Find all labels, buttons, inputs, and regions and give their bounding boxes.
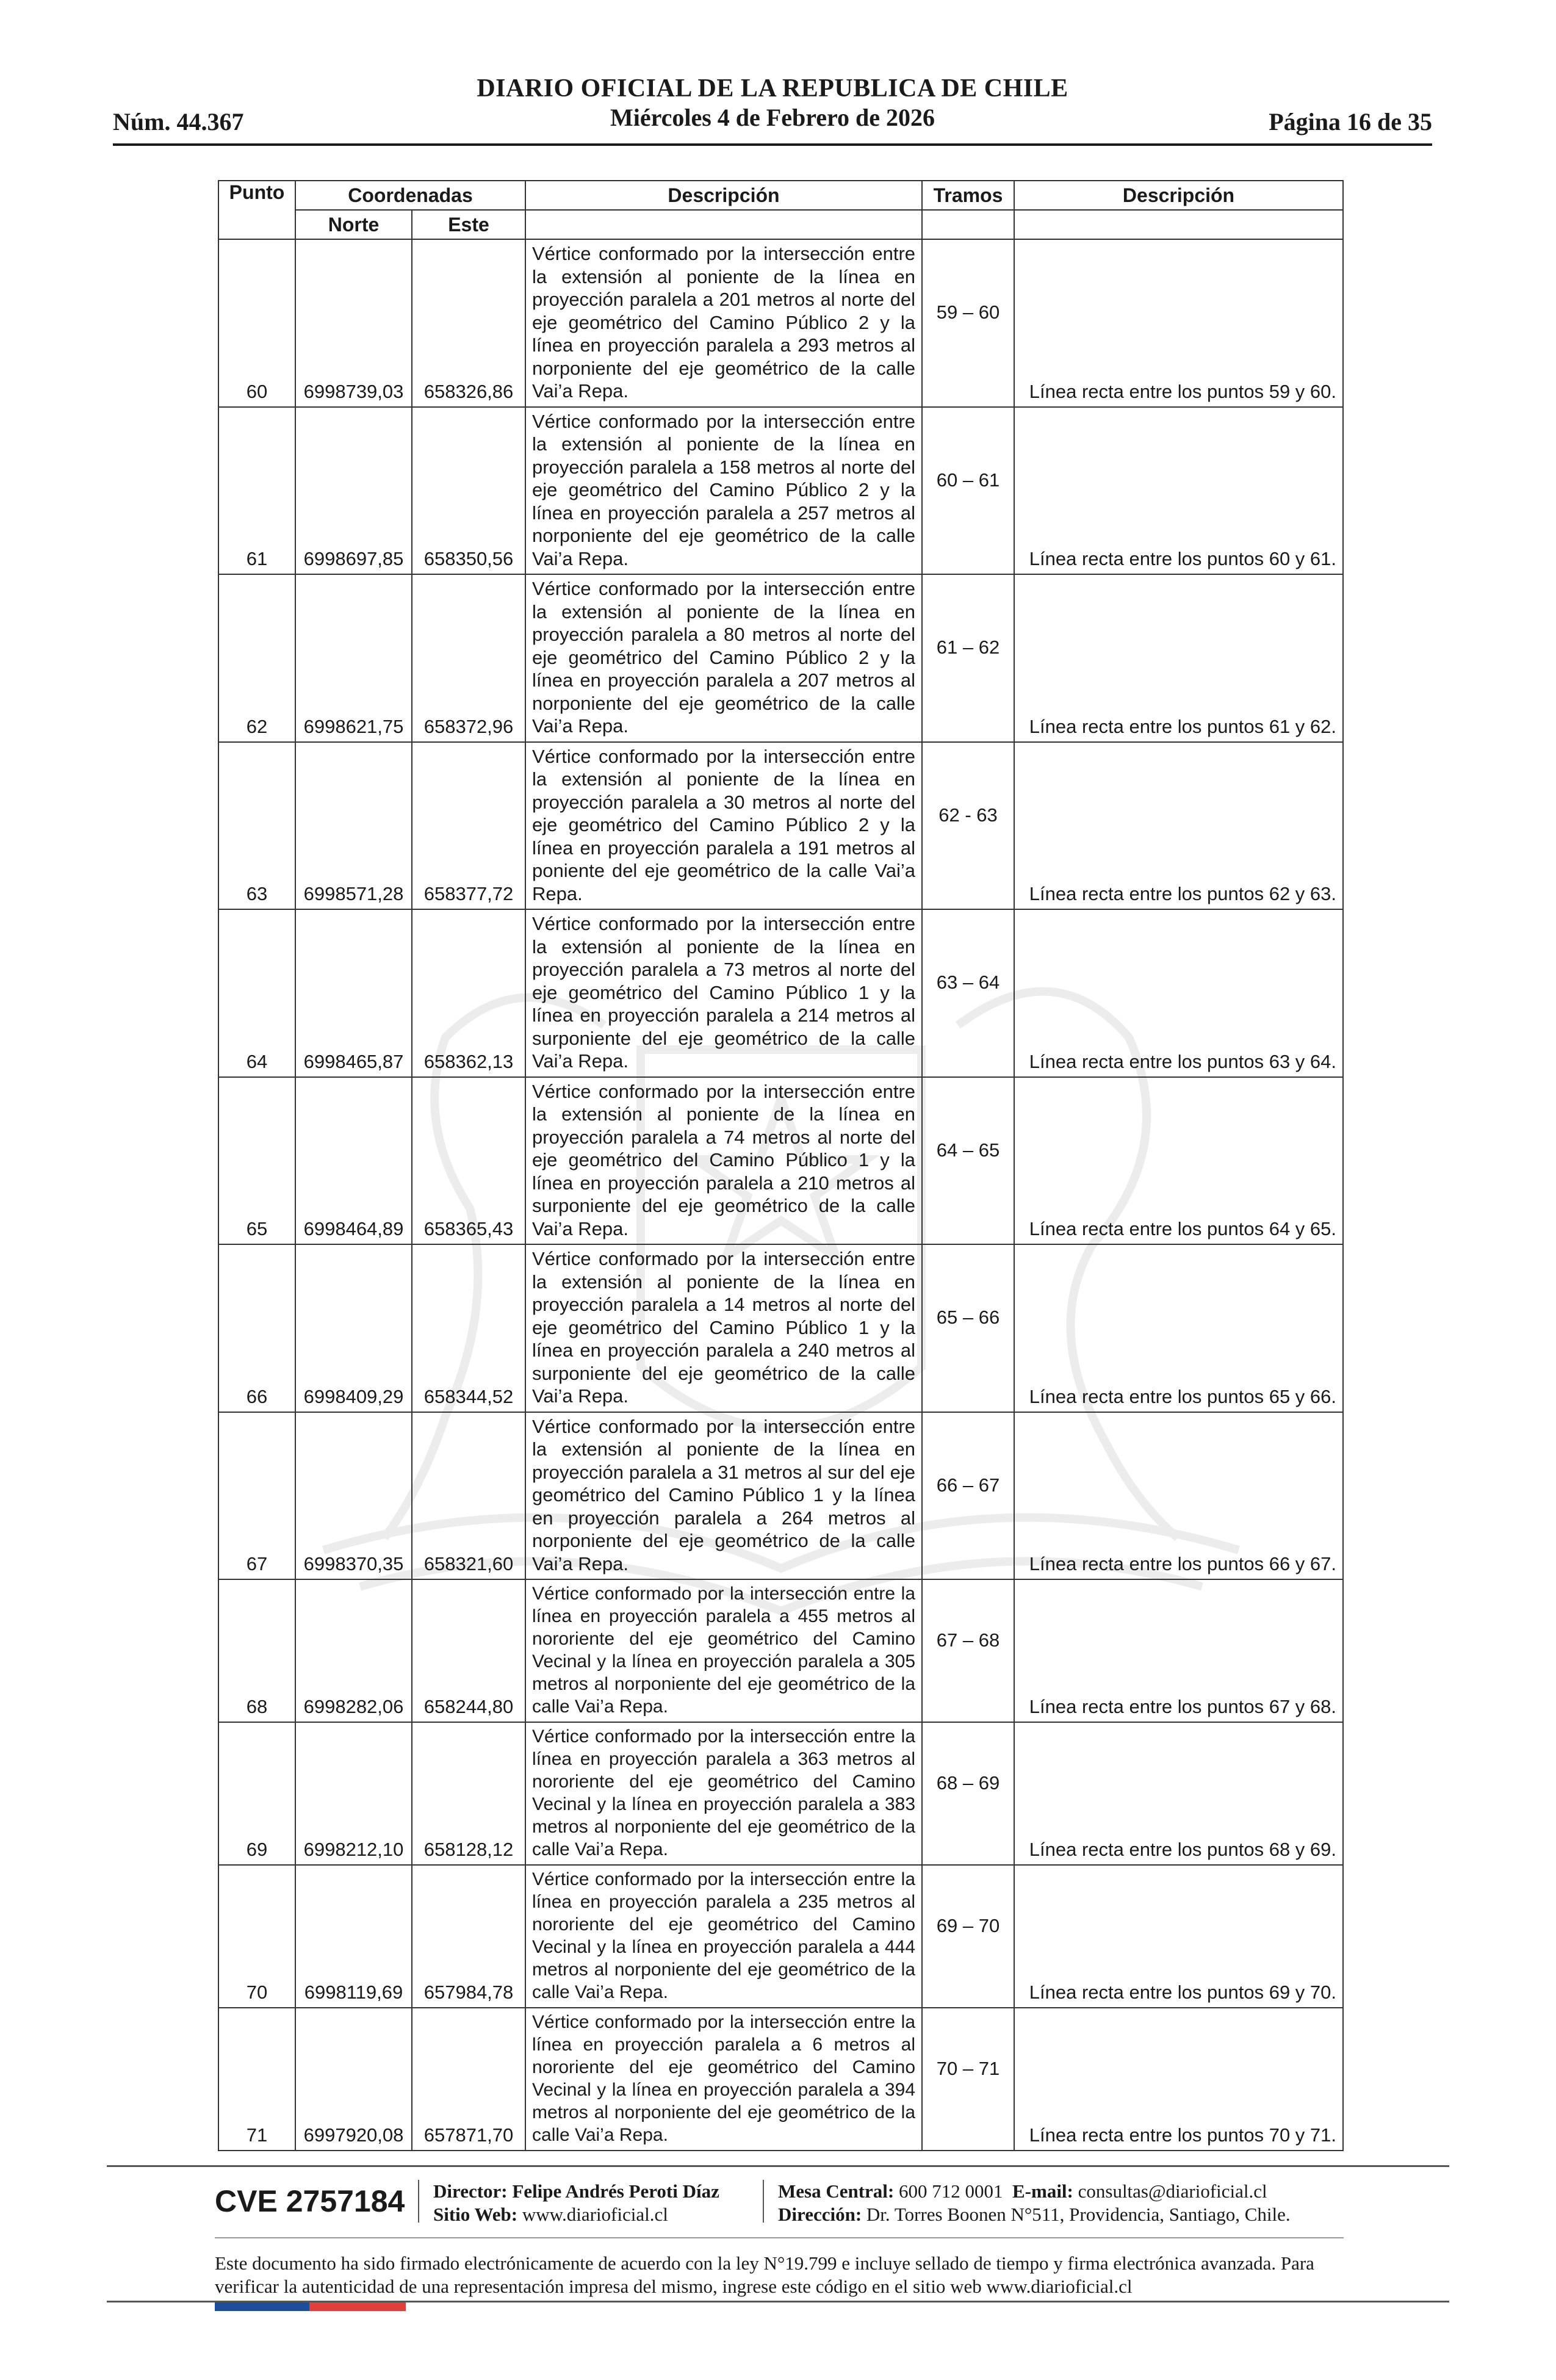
cell-tramo: 64 – 65 bbox=[922, 1077, 1014, 1245]
director-line bbox=[433, 2180, 719, 2203]
web-label: Sitio Web: bbox=[433, 2204, 518, 2225]
table-row bbox=[218, 1077, 1343, 1245]
cell-este: 658326,86 bbox=[412, 239, 525, 407]
direccion-value: Dr. Torres Boonen N°511, Providencia, Santiago, Chile. bbox=[866, 2204, 1291, 2225]
cell-descripcion bbox=[525, 2008, 922, 2151]
cell-punto: 68 bbox=[218, 1579, 295, 1722]
email-link[interactable]: consultas@diarioficial.cl bbox=[1078, 2180, 1267, 2202]
header-descripcion: Descripción bbox=[525, 181, 922, 210]
descripcion-text: Vértice conformado por la intersección entre la extensión al poniente de la línea en proyección paralela a 73 metros al norte del eje geométrico del Camino Público 1 y la línea en proyección paralela a 214 metros al surponiente del eje geométrico de la calle Vai’a Repa. bbox=[532, 913, 916, 1072]
footer-director-block bbox=[433, 2180, 719, 2226]
cell-punto: 69 bbox=[218, 1722, 295, 1865]
director-name: Felipe Andrés Peroti Díaz bbox=[512, 2180, 719, 2202]
cell-descripcion-tramo: Línea recta entre los puntos 60 y 61. bbox=[1014, 407, 1343, 575]
cell-descripcion-tramo: Línea recta entre los puntos 63 y 64. bbox=[1014, 909, 1343, 1077]
table-row bbox=[218, 1722, 1343, 1865]
director-label: Director: bbox=[433, 2180, 508, 2202]
footer-mid-rule bbox=[215, 2237, 1344, 2238]
email-label: E-mail: bbox=[1012, 2180, 1073, 2202]
cell-descripcion-tramo: Línea recta entre los puntos 59 y 60. bbox=[1014, 239, 1343, 407]
web-link[interactable]: www.diarioficial.cl bbox=[522, 2204, 668, 2225]
mesa-phone: 600 712 0001 bbox=[899, 2180, 1003, 2202]
header-este: Este bbox=[412, 210, 525, 239]
cell-punto: 64 bbox=[218, 909, 295, 1077]
cell-punto: 71 bbox=[218, 2008, 295, 2151]
cell-punto: 60 bbox=[218, 239, 295, 407]
web-line bbox=[433, 2203, 719, 2226]
header-descripcion-tramo: Descripción bbox=[1014, 181, 1343, 210]
cell-descripcion-tramo: Línea recta entre los puntos 62 y 63. bbox=[1014, 742, 1343, 910]
mesa-label: Mesa Central: bbox=[778, 2180, 895, 2202]
table-row bbox=[218, 1412, 1343, 1580]
header-blank-desc bbox=[525, 210, 922, 239]
cell-descripcion-tramo: Línea recta entre los puntos 69 y 70. bbox=[1014, 1865, 1343, 2008]
flag-stripe-blue bbox=[215, 2302, 309, 2311]
cell-descripcion bbox=[525, 407, 922, 575]
descripcion-text: Vértice conformado por la intersección entre la línea en proyección paralela a 363 metros al nororiente del eje geométrico del Camino Vecinal y la línea en proyección paralela a 383 metros al norponiente del eje geométrico de la calle Vai’a Repa. bbox=[532, 1726, 916, 1859]
cell-norte: 6998409,29 bbox=[295, 1244, 412, 1412]
cell-tramo: 60 – 61 bbox=[922, 407, 1014, 575]
cell-descripcion-tramo: Línea recta entre los puntos 70 y 71. bbox=[1014, 2008, 1343, 2151]
cell-tramo: 67 – 68 bbox=[922, 1579, 1014, 1722]
descripcion-text: Vértice conformado por la intersección entre la extensión al poniente de la línea en proyección paralela a 80 metros al norte del eje geométrico del Camino Público 2 y la línea en proyección paralela a 207 metros al norponiente del eje geométrico de la calle Vai’a Repa. bbox=[532, 578, 916, 737]
cell-punto: 62 bbox=[218, 574, 295, 742]
cell-este: 658350,56 bbox=[412, 407, 525, 575]
cell-descripcion-tramo: Línea recta entre los puntos 64 y 65. bbox=[1014, 1077, 1343, 1245]
page-header bbox=[113, 73, 1432, 146]
cell-este: 658377,72 bbox=[412, 742, 525, 910]
cell-descripcion bbox=[525, 1244, 922, 1412]
contact-line bbox=[778, 2180, 1291, 2203]
table-row bbox=[218, 239, 1343, 407]
direccion-label: Dirección: bbox=[778, 2204, 862, 2225]
coordinates-table bbox=[218, 180, 1344, 2151]
cell-punto: 67 bbox=[218, 1412, 295, 1580]
cell-norte: 6998465,87 bbox=[295, 909, 412, 1077]
cell-descripcion bbox=[525, 1722, 922, 1865]
cell-norte: 6998370,35 bbox=[295, 1412, 412, 1580]
cell-tramo: 66 – 67 bbox=[922, 1412, 1014, 1580]
cell-punto: 61 bbox=[218, 407, 295, 575]
issue-number: Núm. 44.367 bbox=[113, 108, 244, 135]
descripcion-text: Vértice conformado por la intersección entre la línea en proyección paralela a 235 metros al nororiente del eje geométrico del Camino Vecinal y la línea en proyección paralela a 444 metros al norponiente del eje geométrico de la calle Vai’a Repa. bbox=[532, 1869, 916, 2002]
table-row bbox=[218, 1244, 1343, 1412]
address-line bbox=[778, 2203, 1291, 2226]
header-norte: Norte bbox=[295, 210, 412, 239]
descripcion-text: Vértice conformado por la intersección entre la extensión al poniente de la línea en proyección paralela a 74 metros al norte del eje geométrico del Camino Público 1 y la línea en proyección paralela a 210 metros al surponiente del eje geométrico de la calle Vai’a Repa. bbox=[532, 1080, 916, 1239]
descripcion-text: Vértice conformado por la intersección entre la extensión al poniente de la línea en proyección paralela a 31 metros al sur del eje geométrico del Camino Público 1 y la línea en proyección paralela a 264 metros al norponiente del eje geométrico de la calle Vai’a Repa. bbox=[532, 1415, 916, 1574]
cell-tramo: 68 – 69 bbox=[922, 1722, 1014, 1865]
cell-descripcion-tramo: Línea recta entre los puntos 65 y 66. bbox=[1014, 1244, 1343, 1412]
table-row bbox=[218, 1579, 1343, 1722]
cell-descripcion bbox=[525, 239, 922, 407]
cell-norte: 6998739,03 bbox=[295, 239, 412, 407]
cell-este: 658372,96 bbox=[412, 574, 525, 742]
cell-este: 658321,60 bbox=[412, 1412, 525, 1580]
header-coordenadas: Coordenadas bbox=[295, 181, 525, 210]
cell-norte: 6998282,06 bbox=[295, 1579, 412, 1722]
cell-este: 658362,13 bbox=[412, 909, 525, 1077]
newspaper-title: DIARIO OFICIAL DE LA REPUBLICA DE CHILE bbox=[477, 74, 1068, 103]
cell-norte: 6998697,85 bbox=[295, 407, 412, 575]
cell-tramo: 70 – 71 bbox=[922, 2008, 1014, 2151]
header-tramos: Tramos bbox=[922, 181, 1014, 210]
footer-top-rule bbox=[107, 2165, 1449, 2167]
cell-descripcion bbox=[525, 1865, 922, 2008]
cell-descripcion bbox=[525, 574, 922, 742]
header-center bbox=[113, 73, 1432, 132]
descripcion-text: Vértice conformado por la intersección entre la extensión al poniente de la línea en proyección paralela a 201 metros al norte del eje geométrico del Camino Público 2 y la línea en proyección paralela a 293 metros al norponiente del eje geométrico de la calle Vai’a Repa. bbox=[532, 243, 916, 402]
cell-punto: 63 bbox=[218, 742, 295, 910]
cell-este: 657871,70 bbox=[412, 2008, 525, 2151]
table-row bbox=[218, 909, 1343, 1077]
cell-norte: 6998212,10 bbox=[295, 1722, 412, 1865]
header-blank-desc2 bbox=[1014, 210, 1343, 239]
cell-tramo: 65 – 66 bbox=[922, 1244, 1014, 1412]
cell-este: 657984,78 bbox=[412, 1865, 525, 2008]
cell-norte: 6998119,69 bbox=[295, 1865, 412, 2008]
table-row bbox=[218, 574, 1343, 742]
cell-descripcion bbox=[525, 742, 922, 910]
descripcion-text: Vértice conformado por la intersección entre la línea en proyección paralela a 6 metros al nororiente del eje geométrico del Camino Vecinal y la línea en proyección paralela a 394 metros al norponiente del eje geométrico de la calle Vai’a Repa. bbox=[532, 2012, 916, 2145]
issue-date: Miércoles 4 de Febrero de 2026 bbox=[610, 104, 935, 131]
cell-este: 658128,12 bbox=[412, 1722, 525, 1865]
cell-norte: 6998621,75 bbox=[295, 574, 412, 742]
cell-descripcion-tramo: Línea recta entre los puntos 68 y 69. bbox=[1014, 1722, 1343, 1865]
footer-contact-block bbox=[778, 2180, 1291, 2226]
cell-norte: 6998464,89 bbox=[295, 1077, 412, 1245]
cell-tramo: 69 – 70 bbox=[922, 1865, 1014, 2008]
cve-code: CVE 2757184 bbox=[215, 2184, 405, 2218]
table-row bbox=[218, 407, 1343, 575]
cell-descripcion bbox=[525, 1579, 922, 1722]
page-number: Página 16 de 35 bbox=[1269, 108, 1432, 135]
header-punto: Punto bbox=[218, 181, 295, 239]
table-row bbox=[218, 2008, 1343, 2151]
descripcion-text: Vértice conformado por la intersección entre la extensión al poniente de la línea en proyección paralela a 158 metros al norte del eje geométrico del Camino Público 2 y la línea en proyección paralela a 257 metros al norponiente del eje geométrico de la calle Vai’a Repa. bbox=[532, 410, 916, 569]
cell-norte: 6997920,08 bbox=[295, 2008, 412, 2151]
cell-descripcion-tramo: Línea recta entre los puntos 61 y 62. bbox=[1014, 574, 1343, 742]
cell-tramo: 59 – 60 bbox=[922, 239, 1014, 407]
table-row bbox=[218, 1865, 1343, 2008]
cell-descripcion bbox=[525, 1412, 922, 1580]
cell-este: 658344,52 bbox=[412, 1244, 525, 1412]
descripcion-text: Vértice conformado por la intersección entre la extensión al poniente de la línea en proyección paralela a 30 metros al norte del eje geométrico del Camino Público 2 y la línea en proyección paralela a 191 metros al poniente del eje geométrico de la calle Vai’a Repa. bbox=[532, 745, 916, 904]
descripcion-text: Vértice conformado por la intersección entre la extensión al poniente de la línea en proyección paralela a 14 metros al norte del eje geométrico del Camino Público 1 y la línea en proyección paralela a 240 metros al surponiente del eje geométrico de la calle Vai’a Repa. bbox=[532, 1248, 916, 1407]
table-row bbox=[218, 742, 1343, 910]
cell-tramo: 62 - 63 bbox=[922, 742, 1014, 910]
footer-separator bbox=[418, 2180, 419, 2223]
cell-punto: 66 bbox=[218, 1244, 295, 1412]
cell-punto: 65 bbox=[218, 1077, 295, 1245]
descripcion-text: Vértice conformado por la intersección entre la línea en proyección paralela a 455 metros al nororiente del eje geométrico del Camino Vecinal y la línea en proyección paralela a 305 metros al norponiente del eje geométrico de la calle Vai’a Repa. bbox=[532, 1584, 916, 1717]
footer-separator bbox=[763, 2180, 764, 2223]
header-blank-tramos bbox=[922, 210, 1014, 239]
flag-stripe-red bbox=[309, 2302, 406, 2311]
cell-descripcion bbox=[525, 1077, 922, 1245]
cell-norte: 6998571,28 bbox=[295, 742, 412, 910]
cell-este: 658244,80 bbox=[412, 1579, 525, 1722]
cell-este: 658365,43 bbox=[412, 1077, 525, 1245]
cell-tramo: 61 – 62 bbox=[922, 574, 1014, 742]
cell-punto: 70 bbox=[218, 1865, 295, 2008]
cell-descripcion-tramo: Línea recta entre los puntos 67 y 68. bbox=[1014, 1579, 1343, 1722]
cell-tramo: 63 – 64 bbox=[922, 909, 1014, 1077]
cell-descripcion bbox=[525, 909, 922, 1077]
legal-notice: Este documento ha sido firmado electrónicamente de acuerdo con la ley N°19.799 e incluye sellado de tiempo y firma electrónica avanzada. Para verificar la autenticidad de una representación impresa del mismo, ingrese este código en el sitio web www.diarioficial.cl bbox=[215, 2252, 1314, 2297]
cell-descripcion-tramo: Línea recta entre los puntos 66 y 67. bbox=[1014, 1412, 1343, 1580]
